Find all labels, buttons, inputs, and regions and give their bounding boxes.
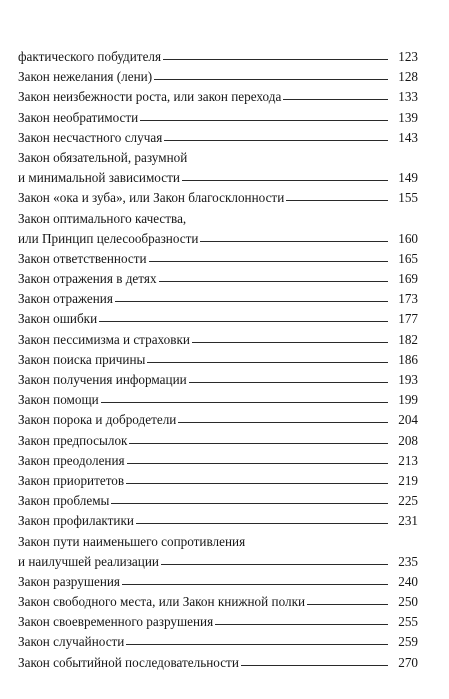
toc-entry-title: Закон нежелания (лени) <box>18 69 153 85</box>
toc-entry-row <box>18 552 418 572</box>
toc-entry <box>18 289 418 309</box>
toc-entry-row <box>18 632 418 652</box>
toc-entry <box>18 47 418 67</box>
dot-leader <box>164 140 388 141</box>
toc-entry <box>18 410 418 430</box>
table-of-contents <box>18 47 418 673</box>
toc-entry-title: Закон проблемы <box>18 493 110 509</box>
toc-entry <box>18 108 418 128</box>
page-number: 160 <box>398 230 418 246</box>
toc-entry <box>18 653 418 673</box>
toc-entry-title: Закон «ока и зуба», или Закон благосклонности <box>18 190 285 206</box>
page-number: 123 <box>398 49 418 64</box>
page-number: 177 <box>398 311 418 327</box>
toc-entry <box>18 471 418 491</box>
dot-leader <box>101 402 388 403</box>
page-number: 270 <box>398 654 418 670</box>
toc-entry <box>18 632 418 652</box>
toc-entry-row <box>18 289 418 309</box>
page-number: 182 <box>398 331 418 347</box>
toc-entry <box>18 431 418 451</box>
toc-entry-title: Закон неизбежности роста, или закон перехода <box>18 89 282 105</box>
toc-entry <box>18 330 418 350</box>
toc-entry-title: Закон поиска причины <box>18 351 146 367</box>
toc-entry-row <box>18 128 418 148</box>
toc-entry-row <box>18 229 418 249</box>
toc-entry-title: Закон разрушения <box>18 573 121 589</box>
toc-entry <box>18 511 418 531</box>
page-number: 165 <box>398 250 418 266</box>
page-number: 155 <box>398 190 418 206</box>
toc-entry-title-line: Закон пути наименьшего сопротивления <box>18 533 246 549</box>
toc-entry-row <box>18 87 418 107</box>
toc-entry-row <box>18 188 418 208</box>
page-number: 199 <box>398 392 418 408</box>
toc-entry-row <box>18 592 418 612</box>
page-number: 250 <box>398 594 418 610</box>
page-number: 173 <box>398 291 418 307</box>
page-number: 204 <box>398 412 418 428</box>
dot-leader <box>115 301 388 302</box>
toc-entry <box>18 370 418 390</box>
dot-leader <box>192 342 388 343</box>
toc-entry-title: Закон помощи <box>18 392 99 408</box>
toc-entry-title: или Принцип целесообразности <box>18 230 199 246</box>
toc-entry-title: Закон ответственности <box>18 250 147 266</box>
toc-entry-row <box>18 168 418 188</box>
toc-entry-row <box>18 431 418 451</box>
dot-leader <box>99 321 388 322</box>
toc-entry <box>18 592 418 612</box>
toc-entry-row <box>18 249 418 269</box>
toc-entry-row <box>18 108 418 128</box>
toc-entry <box>18 128 418 148</box>
toc-entry-row <box>18 572 418 592</box>
dot-leader <box>126 644 388 645</box>
toc-entry <box>18 451 418 471</box>
toc-entry-row <box>18 350 418 370</box>
toc-entry <box>18 491 418 511</box>
dot-leader <box>307 604 388 605</box>
page-number: 225 <box>398 493 418 509</box>
toc-entry-title: Закон событийной последовательности <box>18 654 239 670</box>
toc-entry-row <box>18 451 418 471</box>
page-number: 149 <box>398 170 418 186</box>
dot-leader <box>241 665 388 666</box>
toc-entry <box>18 572 418 592</box>
toc-entry-row <box>18 390 418 410</box>
toc-entry <box>18 188 418 208</box>
dot-leader <box>127 463 388 464</box>
toc-entry-title: Закон приоритетов <box>18 472 125 488</box>
toc-entry-row <box>18 309 418 329</box>
toc-entry-title: Закон отражения <box>18 291 113 307</box>
toc-entry-title: Закон получения информации <box>18 372 187 387</box>
toc-entry-title-line: Закон оптимального качества, <box>18 210 187 226</box>
toc-entry-row <box>18 491 418 511</box>
page-number: 213 <box>398 452 418 468</box>
toc-entry-title: и наилучшей реализации <box>18 553 159 569</box>
toc-entry-title: Закон предпосылок <box>18 432 128 448</box>
toc-entry-row <box>18 511 418 531</box>
toc-entry <box>18 209 418 249</box>
toc-entry-title: Закон пессимизма и страховки <box>18 331 190 347</box>
page-number: 235 <box>398 553 418 569</box>
toc-entry-title: и минимальной зависимости <box>18 170 180 186</box>
page-number: 186 <box>398 351 418 367</box>
page-number: 128 <box>398 69 418 85</box>
toc-entry-title: Закон свободного места, или Закон книжной полки <box>18 594 306 610</box>
toc-entry-row <box>18 47 418 67</box>
dot-leader <box>189 382 388 383</box>
toc-entry-row <box>18 269 418 289</box>
dot-leader <box>159 281 388 282</box>
toc-entry-title: Закон ошибки <box>18 311 98 327</box>
dot-leader <box>140 120 388 121</box>
toc-entry-row <box>18 653 418 673</box>
toc-entry <box>18 87 418 107</box>
toc-entry-title: Закон своевременного разрушения <box>18 614 214 630</box>
toc-entry <box>18 532 418 572</box>
toc-entry <box>18 269 418 289</box>
toc-entry-row <box>18 612 418 632</box>
toc-entry-title-line: Закон обязательной, разумной <box>18 149 188 165</box>
dot-leader <box>163 59 388 60</box>
toc-entry-row <box>18 410 418 430</box>
page-number: 219 <box>398 472 418 488</box>
page-number: 255 <box>398 614 418 630</box>
dot-leader <box>200 241 388 242</box>
page-number: 133 <box>398 89 418 105</box>
dot-leader <box>283 99 388 100</box>
toc-entry <box>18 612 418 632</box>
toc-entry-row <box>18 330 418 350</box>
dot-leader <box>215 624 388 625</box>
page-number: 143 <box>398 129 418 145</box>
toc-entry-row <box>18 370 418 390</box>
page-number: 240 <box>398 573 418 589</box>
page-number: 208 <box>398 432 418 448</box>
toc-entry <box>18 309 418 329</box>
toc-entry-title: Закон преодоления <box>18 452 125 468</box>
page-number: 139 <box>398 109 418 125</box>
dot-leader <box>149 261 388 262</box>
toc-entry <box>18 148 418 188</box>
toc-entry <box>18 390 418 410</box>
toc-entry <box>18 249 418 269</box>
dot-leader <box>178 422 388 423</box>
dot-leader <box>154 79 388 80</box>
page-number: 193 <box>398 372 418 387</box>
page-number: 169 <box>398 271 418 287</box>
dot-leader <box>129 443 388 444</box>
toc-entry-title: Закон случайности <box>18 634 125 650</box>
toc-entry-title: Закон порока и добродетели <box>18 412 177 428</box>
toc-entry-row <box>18 67 418 87</box>
dot-leader <box>182 180 388 181</box>
page-number: 259 <box>398 634 418 650</box>
page-number: 231 <box>398 513 418 529</box>
toc-entry-title: Закон отражения в детях <box>18 271 157 287</box>
toc-entry-title: Закон необратимости <box>18 109 139 125</box>
toc-entry-title: Закон несчастного случая <box>18 129 163 145</box>
toc-entry <box>18 67 418 87</box>
dot-leader <box>126 483 388 484</box>
dot-leader <box>147 362 388 363</box>
dot-leader <box>161 564 388 565</box>
toc-entry <box>18 350 418 370</box>
dot-leader <box>111 503 388 504</box>
dot-leader <box>286 200 388 201</box>
dot-leader <box>122 584 388 585</box>
toc-entry-title: Закон профилактики <box>18 513 134 529</box>
toc-entry-title: фактического побудителя <box>18 49 162 64</box>
dot-leader <box>136 523 388 524</box>
toc-entry-row <box>18 471 418 491</box>
